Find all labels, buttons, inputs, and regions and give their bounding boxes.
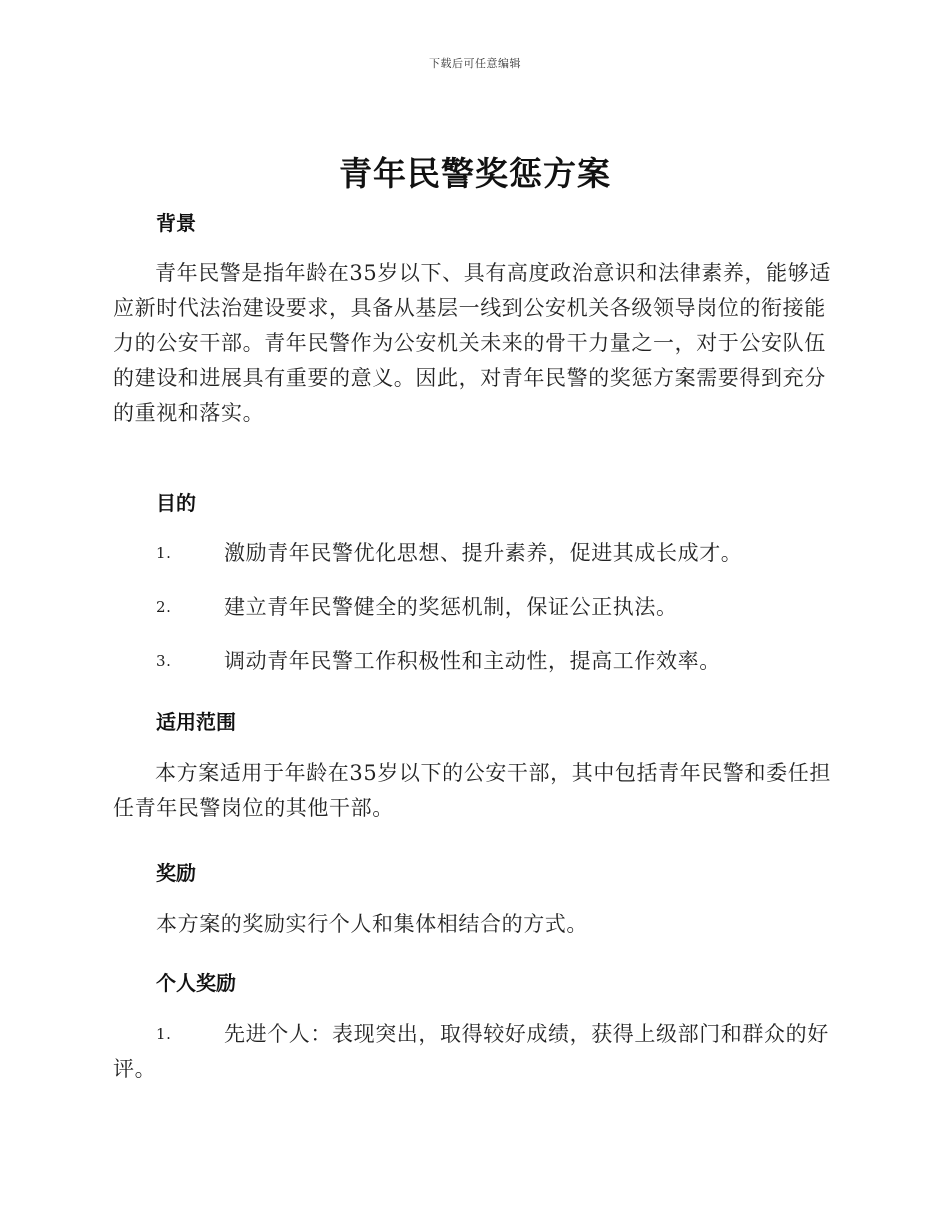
list-number: 1.: [156, 544, 172, 562]
list-text: 调动青年民警工作积极性和主动性，提高工作效率。: [224, 649, 721, 673]
list-item: [113, 536, 843, 571]
paragraph-reward: 本方案的奖励实行个人和集体相结合的方式。: [156, 912, 588, 936]
heading-reward: 奖励: [156, 861, 196, 885]
heading-background: 背景: [156, 211, 196, 235]
header-note: 下载后可任意编辑: [429, 57, 521, 70]
paragraph-scope: 本方案适用于年龄在35岁以下的公安干部，其中包括青年民警和委任担任青年民警岗位的其他干部。: [113, 761, 831, 820]
document-title: 青年民警奖惩方案: [339, 154, 611, 193]
list-item: [113, 590, 843, 625]
list-number: 3.: [156, 652, 172, 670]
paragraph-background: 青年民警是指年龄在35岁以下、具有高度政治意识和法律素养，能够适应新时代法治建设要求，具备从基层一线到公安机关各级领导岗位的衔接能力的公安干部。青年民警作为公安机关未来的骨干力量之一，对于公安队伍的建设和进展具有重要的意义。因此，对青年民警的奖惩方案需要得到充分的重视和落实。: [113, 261, 831, 425]
list-number: 2.: [156, 598, 172, 616]
list-number: 1.: [156, 1025, 172, 1043]
heading-scope: 适用范围: [156, 710, 236, 734]
list-item: [113, 644, 843, 679]
list-text: 激励青年民警优化思想、提升素养，促进其成长成才。: [224, 541, 743, 565]
heading-purpose: 目的: [156, 491, 196, 515]
list-text: 先进个人：表现突出，取得较好成绩，获得上级部门和群众的好评。: [113, 1022, 829, 1081]
list-item: [113, 1017, 843, 1087]
heading-personal-reward: 个人奖励: [156, 971, 236, 995]
list-text: 建立青年民警健全的奖惩机制，保证公正执法。: [224, 595, 678, 619]
